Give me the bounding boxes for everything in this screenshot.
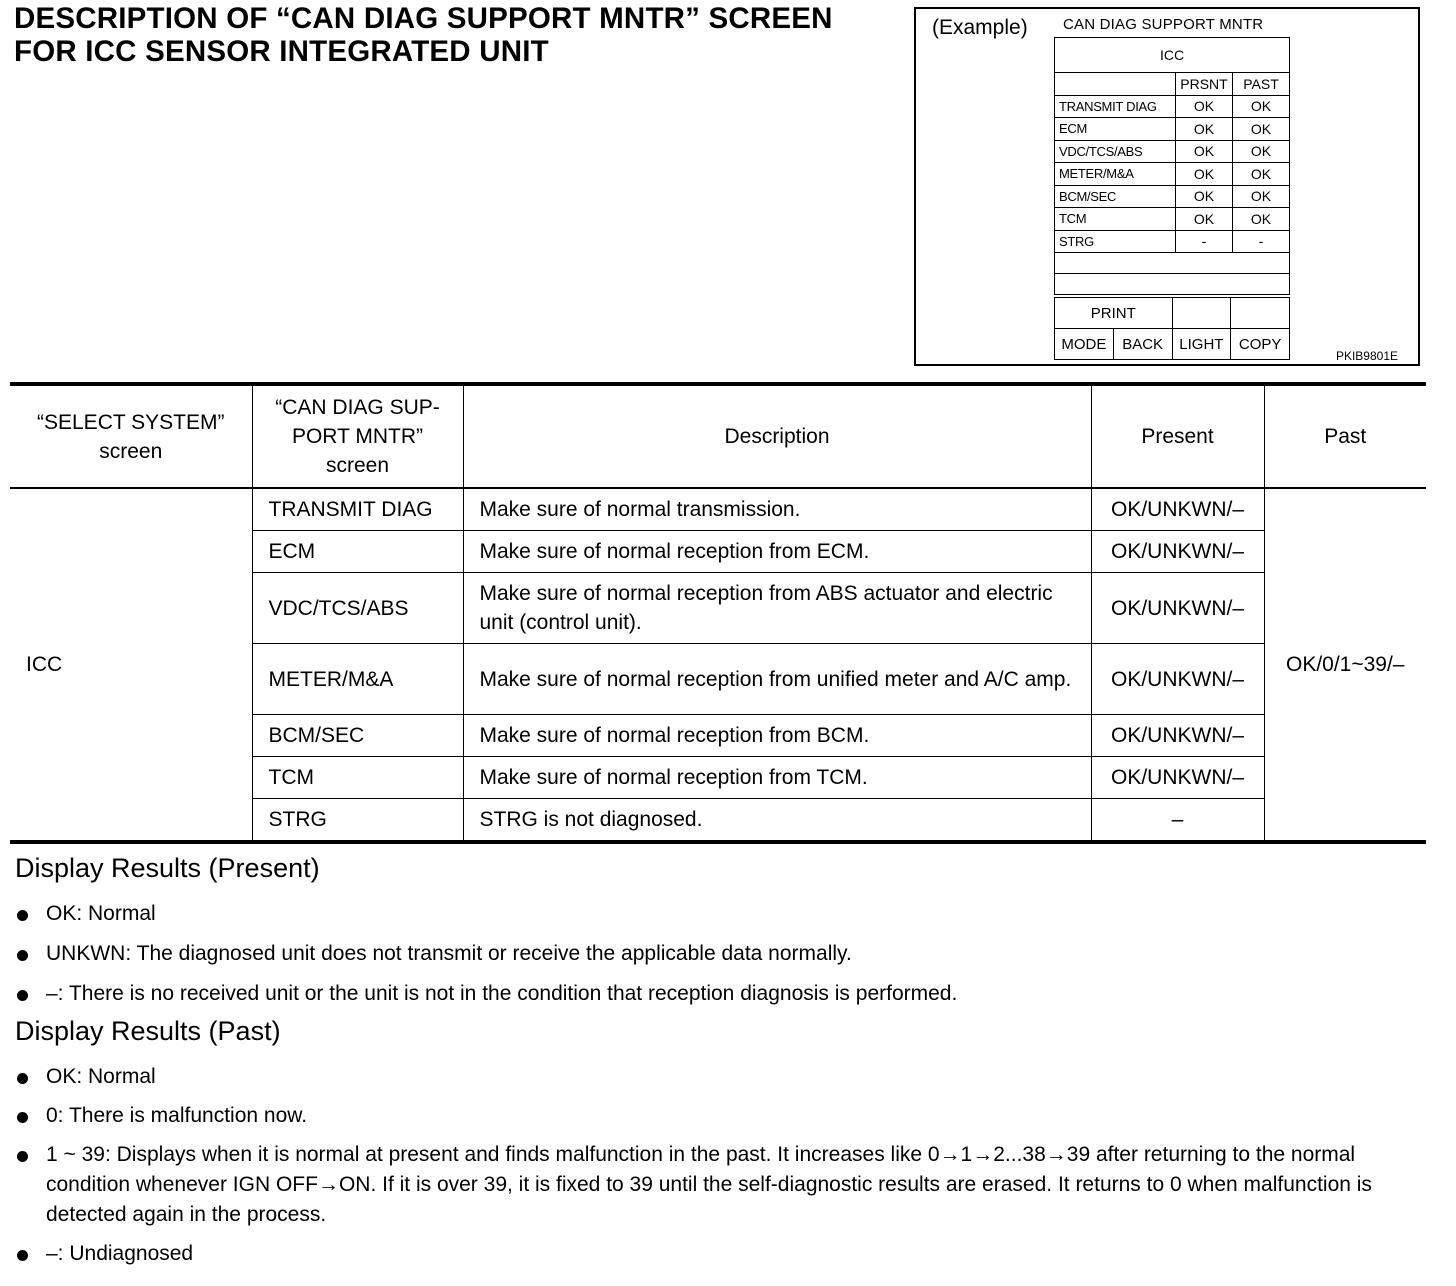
past-cell: OK/0/1~39/– <box>1264 488 1426 842</box>
example-row-name: VDC/TCS/ABS <box>1055 140 1176 163</box>
example-monitor-table <box>1054 37 1290 295</box>
example-row <box>1055 95 1290 118</box>
title-line-2: FOR ICC SENSOR INTEGRATED UNIT <box>14 35 549 68</box>
example-row <box>1055 185 1290 208</box>
light-button[interactable]: LIGHT <box>1172 329 1231 360</box>
bullet-icon <box>17 1250 28 1261</box>
example-empty-row <box>1055 253 1290 274</box>
example-screen-figure <box>914 7 1420 366</box>
table-row <box>10 488 1426 531</box>
item-cell: ECM <box>252 531 463 573</box>
header-past: Past <box>1264 384 1426 488</box>
header-select-system: “SELECT SYSTEM” screen <box>10 384 252 488</box>
example-row-present: OK <box>1176 118 1233 141</box>
description-cell: Make sure of normal reception from BCM. <box>463 715 1091 757</box>
blank-button[interactable] <box>1172 298 1231 329</box>
example-row-name: METER/M&A <box>1055 163 1176 186</box>
example-row-past: OK <box>1233 208 1290 231</box>
header-present: Present <box>1091 384 1264 488</box>
list-item: OK: Normal <box>15 899 1425 929</box>
description-cell: Make sure of normal reception from ABS actuator and electric unit (control unit). <box>463 573 1091 644</box>
list-item: –: There is no received unit or the unit is not in the condition that reception diagnosis is performed. <box>15 979 1425 1009</box>
example-row-past: OK <box>1233 118 1290 141</box>
item-cell: BCM/SEC <box>252 715 463 757</box>
table-header-row <box>10 384 1426 488</box>
title-line-1: DESCRIPTION OF “CAN DIAG SUPPORT MNTR” SCREEN <box>14 2 833 35</box>
example-row-present: OK <box>1176 140 1233 163</box>
can-diag-table <box>10 382 1426 844</box>
example-col-past: PAST <box>1233 73 1290 96</box>
past-heading: Display Results (Past) <box>15 1016 281 1046</box>
bullet-icon <box>17 1073 28 1084</box>
item-cell: TCM <box>252 757 463 799</box>
present-cell: OK/UNKWN/– <box>1091 573 1264 644</box>
example-row-name: TRANSMIT DIAG <box>1055 95 1176 118</box>
present-list <box>15 899 1425 1009</box>
back-button[interactable]: BACK <box>1113 329 1172 360</box>
example-row-past: OK <box>1233 163 1290 186</box>
example-row <box>1055 140 1290 163</box>
header-description: Description <box>463 384 1091 488</box>
item-cell: METER/M&A <box>252 644 463 715</box>
present-cell: OK/UNKWN/– <box>1091 715 1264 757</box>
example-row <box>1055 208 1290 231</box>
description-cell: Make sure of normal reception from unified meter and A/C amp. <box>463 644 1091 715</box>
item-cell: VDC/TCS/ABS <box>252 573 463 644</box>
example-row-name: ECM <box>1055 118 1176 141</box>
blank-button[interactable] <box>1231 298 1290 329</box>
copy-button[interactable]: COPY <box>1231 329 1290 360</box>
figure-code: PKIB9801E <box>1335 349 1398 363</box>
bullet-icon <box>17 910 28 921</box>
example-row-past: OK <box>1233 140 1290 163</box>
item-cell: TRANSMIT DIAG <box>252 488 463 531</box>
present-cell: OK/UNKWN/– <box>1091 531 1264 573</box>
item-cell: STRG <box>252 799 463 843</box>
description-cell: Make sure of normal transmission. <box>463 488 1091 531</box>
example-row-present: - <box>1176 230 1233 253</box>
description-cell: Make sure of normal reception from ECM. <box>463 531 1091 573</box>
present-heading: Display Results (Present) <box>15 853 320 883</box>
example-header-blank <box>1055 73 1176 96</box>
bullet-icon <box>17 1112 28 1123</box>
example-row <box>1055 230 1290 253</box>
past-list <box>15 1062 1425 1269</box>
example-row <box>1055 163 1290 186</box>
example-row-past: - <box>1233 230 1290 253</box>
present-cell: OK/UNKWN/– <box>1091 757 1264 799</box>
present-cell: – <box>1091 799 1264 843</box>
example-col-present: PRSNT <box>1176 73 1233 96</box>
example-row-name: BCM/SEC <box>1055 185 1176 208</box>
mode-button[interactable]: MODE <box>1055 329 1114 360</box>
list-item: 0: There is malfunction now. <box>15 1101 1425 1131</box>
example-row <box>1055 118 1290 141</box>
example-row-present: OK <box>1176 163 1233 186</box>
description-cell: STRG is not diagnosed. <box>463 799 1091 843</box>
list-item: 1 ~ 39: Displays when it is normal at present and finds malfunction in the past. It increases like 0→1→2...38→39 after returning to the normal condition whenever IGN OFF→ON. If it is over 39, it is fixed to 39 until the self-diagnostic results are erased. It returns to 0 when malfunction is detected again in the process. <box>15 1140 1425 1230</box>
example-row-name: TCM <box>1055 208 1176 231</box>
description-cell: Make sure of normal reception from TCM. <box>463 757 1091 799</box>
list-item: UNKWN: The diagnosed unit does not transmit or receive the applicable data normally. <box>15 939 1425 969</box>
example-system-name: ICC <box>1055 38 1290 73</box>
page-title <box>14 2 914 68</box>
present-cell: OK/UNKWN/– <box>1091 488 1264 531</box>
example-row-present: OK <box>1176 95 1233 118</box>
example-row-present: OK <box>1176 185 1233 208</box>
example-row-past: OK <box>1233 95 1290 118</box>
bullet-icon <box>17 1151 28 1162</box>
list-item: –: Undiagnosed <box>15 1239 1425 1269</box>
present-cell: OK/UNKWN/– <box>1091 644 1264 715</box>
print-button[interactable]: PRINT <box>1055 298 1173 329</box>
example-empty-row <box>1055 274 1290 295</box>
example-button-panel <box>1054 297 1290 360</box>
header-can-diag: “CAN DIAG SUP-PORT MNTR” screen <box>252 384 463 488</box>
system-cell: ICC <box>26 652 63 676</box>
example-row-past: OK <box>1233 185 1290 208</box>
example-label: (Example) <box>932 16 1028 39</box>
example-row-name: STRG <box>1055 230 1176 253</box>
list-item: OK: Normal <box>15 1062 1425 1092</box>
example-screen-title: CAN DIAG SUPPORT MNTR <box>1063 16 1264 33</box>
example-row-present: OK <box>1176 208 1233 231</box>
bullet-icon <box>17 990 28 1001</box>
bullet-icon <box>17 950 28 961</box>
